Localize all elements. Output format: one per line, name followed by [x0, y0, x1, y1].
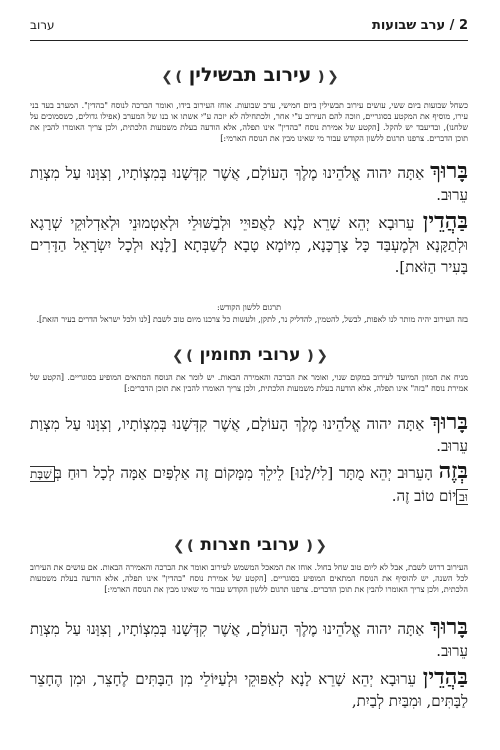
declaration-body: עֵרוּבָא יְהֵא שָׁרֵא לָנָא לְאַפּוּקֵי וּלְעַיּוֹלֵי מִן הַבָּתִּים לֶחָצֵר, וּמִן הֶחָצֵר לַבָּתִּים, וּמִבַּיִת לְבַיִת, — [30, 670, 468, 710]
blessing-text — [30, 411, 468, 457]
blessing-body: אַתָּה יהוה אֱלֹהֵינוּ מֶלֶךְ הָעוֹלָם, אֲשֶׁר קִדְּשָׁנוּ בְּמִצְוֹתָיו, וְצִוָּנוּ עַל מִצְוַת עֵרוּב. — [30, 164, 468, 204]
ornament-icon: ❫❯ — [161, 69, 185, 85]
translation-paragraph: בזה העירוב יהיה מותר לנו לאפות, לבשל, להטמין, להדליק נר, לתקן, ולעשות כל צרכנו מיום טוב לשבת [לנו ולכל ישראל הדרים בעיר הזאת]. — [36, 315, 468, 324]
page-label: 2 / ערב שבועות — [371, 17, 468, 33]
section-title-text: עירוב תבשילין — [188, 64, 312, 86]
declaration-first-word: בְּזֶה — [438, 458, 468, 484]
blessing-body: אַתָּה יהוה אֱלֹהֵינוּ מֶלֶךְ הָעוֹלָם, אֲשֶׁר קִדְּשָׁנוּ בְּמִצְוֹתָיו, וְצִוָּנוּ עַל מִצְוַת עֵרוּב. — [30, 620, 468, 660]
blessing-body: אַתָּה יהוה אֱלֹהֵינוּ מֶלֶךְ הָעוֹלָם, אֲשֶׁר קִדְּשָׁנוּ בְּמִצְוֹתָיו, וְצִוָּנוּ עַל מִצְוַת עֵרוּב. — [30, 415, 468, 455]
ornament-icon: ❫❯ — [172, 538, 197, 554]
boxed-insert: שַׁבָּת וּב — [30, 467, 468, 504]
instructions-paragraph: העירוב דרוש לשבת, אבל לא ליום טוב שחל בחול. אוחז את המאכל המשמש לעירוב ואומר את הברכה והאמירה הבאות. אם עושים את העירוב לכל השנה, יש להוסיף את הנוסח המתאים המופיע בסוגריים. [הקטע של אמירת נוסח "בהדין" אינו תפלה, אלא הודעה בעלת משמעות הלכתית, ולכן צריך האומרו להבין את תוכן הדברים. צרפנו תרגום ללשון הקודש עבור מי שאינו מבין את הנוסח הארמי:] — [30, 563, 468, 594]
ornament-icon: ❮❪ — [303, 538, 328, 554]
section-title-eruv-tavshilin — [0, 64, 500, 86]
blessing-text — [30, 160, 468, 206]
declaration-text — [30, 210, 468, 278]
blessing-first-word: בָּרוּךְ — [430, 158, 468, 184]
declaration-body: הָעֵרוּב יְהֵא מֻתָּר [לִי/לָנוּ] לֵילֵךְ מִמָּקוֹם זֶה אַלְפַּיִם אַמָּה לְכָל רוּחַ בְּ — [54, 464, 433, 482]
ornament-icon: ❮❪ — [315, 69, 339, 85]
translation-heading: תרגום ללשון הקודש: — [217, 303, 281, 312]
section-title-eruvei-chatzerot — [0, 535, 500, 555]
blessing-first-word: בָּרוּךְ — [430, 409, 468, 435]
declaration-first-word: בַּהֲדֵין — [422, 666, 468, 690]
page-header — [30, 14, 468, 36]
declaration-body: עֵרוּבָא יְהֵא שָׁרֵא לָנָא לַאֲפוּיֵי וּלְבַשּׁוּלֵי וּלְאַטְמוּנֵי וּלְאַדְלוּקֵי שְׁרָגָא וּלְתַקָּנָא וּלְמֶעְבַּד כָּל צָרְכָּנָא, מִיּוֹמָא טָבָא לְשַׁבְּתָא [לָנָא וּלְכָל יִשְׂרָאֵל הַדָּרִים בָּעִיר הַזֹּאת]. — [30, 214, 468, 276]
ornament-icon: ❫❯ — [172, 348, 196, 364]
blessing-text — [30, 616, 468, 662]
ornament-icon: ❮❪ — [304, 348, 328, 364]
instructions-paragraph: כשחל שבועות ביום ששי, עושים עירוב תבשילין ביום חמישי, ערב שבועות. אוחז העירוב בידו, ואומר הברכה לנוסח "בהדין". המערב בעד בני עירו, מוסיף את המקטע בסוגריים, וזוכה להם העירוב ע"י אחר, ולכתחילה לא יזכה ע"י אשתו או בנו של המערב (אפילו גדולים, כשסמוכים על שלחנו), ובדיעבד יש להקל. [הקטע של אמירת נוסח "בהדין" אינו תפלה, אלא הודעה בעלת משמעות הלכתית, ולכן צריך האומרו להבין את תוכן הדברים. צרפנו תרגום ללשון הקודש עבור מי שאינו מבין את הנוסח הארמי:] — [30, 101, 468, 143]
blessing-first-word: בָּרוּךְ — [430, 614, 468, 640]
declaration-first-word: בַּהֲדֵין — [422, 208, 468, 234]
side-label: ערוב — [30, 18, 55, 32]
section-title-text: ערובי תחומין — [199, 345, 301, 365]
instructions-paragraph: מניח את המזון המיועד לעירוב במקום שנוי, ואומר את הברכה והאמירה הבאות. יש לומר את הנוסח המתאים המופיע בסוגריים. [הקטע של אמירת נוסח "בזה" אינו תפלה, אלא הודעה בעלת משמעות הלכתית, ולכן צריך האומרו להבין את תוכן הדברים:] — [30, 373, 468, 393]
section-title-eruvei-techumin — [0, 345, 500, 365]
declaration-body-end: יוֹם טוֹב זֶה. — [391, 487, 457, 505]
declaration-text — [30, 666, 468, 740]
section-title-text: ערובי חצרות — [200, 535, 300, 555]
header-rule — [30, 40, 468, 41]
declaration-text — [30, 460, 468, 508]
